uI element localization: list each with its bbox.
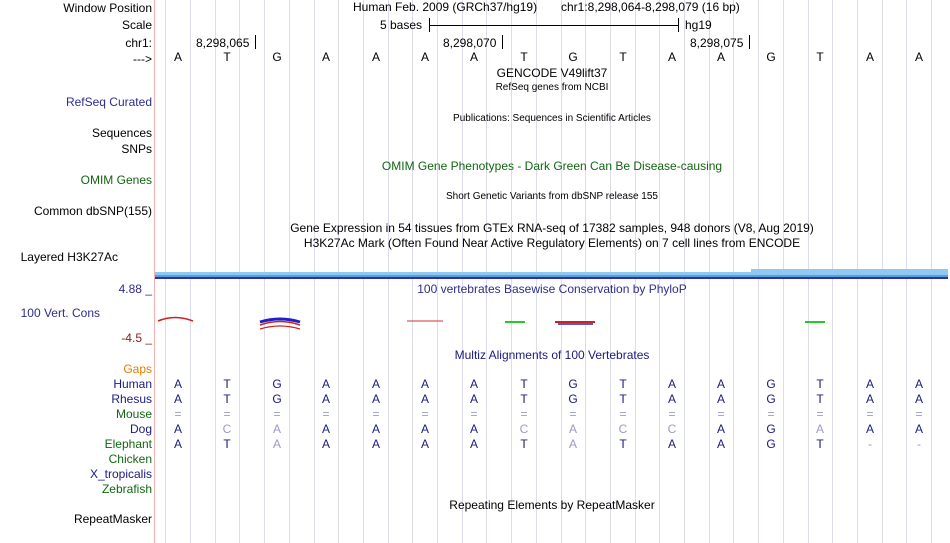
alignment-base: C <box>667 422 677 436</box>
alignment-base: A <box>371 422 380 436</box>
coord-2: 8,298,070 <box>443 36 497 50</box>
alignment-base: A <box>914 392 923 406</box>
alignment-base: A <box>272 437 281 451</box>
reference-base: G <box>272 50 282 64</box>
reference-base: A <box>469 50 478 64</box>
alignment-base: A <box>272 422 281 436</box>
scale-db: hg19 <box>685 18 712 32</box>
alignment-base: A <box>420 422 429 436</box>
alignment-base: A <box>865 377 874 391</box>
alignment-base: A <box>716 392 725 406</box>
label-strand[interactable]: ---> <box>133 52 152 66</box>
dbsnp-desc: Short Genetic Variants from dbSNP release 155 <box>446 191 658 202</box>
alignment-base: A <box>469 392 478 406</box>
alignment-base: = <box>223 407 231 421</box>
label-cons[interactable]: 100 Vert. Cons <box>20 306 100 320</box>
alignment-base: T <box>816 392 824 406</box>
alignment-base: = <box>273 407 281 421</box>
reference-base: T <box>619 50 627 64</box>
alignment-base: C <box>222 422 232 436</box>
alignment-base: T <box>816 437 824 451</box>
alignment-base: = <box>717 407 725 421</box>
label-omim[interactable]: OMIM Genes <box>80 173 152 187</box>
coord-tick-1 <box>255 35 256 49</box>
species-label-dog[interactable]: Dog <box>129 422 152 436</box>
alignment-base: A <box>815 422 824 436</box>
reference-base: A <box>865 50 874 64</box>
cons-min-label: -4.5 _ <box>121 331 152 345</box>
label-gaps[interactable]: Gaps <box>123 362 152 376</box>
alignment-base: A <box>716 437 725 451</box>
cons-max-label: 4.88 _ <box>118 282 152 296</box>
alignment-base: A <box>420 437 429 451</box>
alignment-base: T <box>619 377 627 391</box>
label-dbsnp[interactable]: Common dbSNP(155) <box>33 204 152 218</box>
reference-base: A <box>321 50 330 64</box>
alignment-base: A <box>173 437 182 451</box>
alignment-base: = <box>322 407 330 421</box>
alignment-base: G <box>766 437 776 451</box>
alignment-base: A <box>865 422 874 436</box>
alignment-base: = <box>816 407 824 421</box>
alignment-base: C <box>519 422 529 436</box>
alignment-base: A <box>716 422 725 436</box>
reference-base: G <box>766 50 776 64</box>
h3k27ac-desc: H3K27Ac Mark (Often Found Near Active Regulatory Elements) on 7 cell lines from ENCODE <box>303 236 801 250</box>
alignment-base: = <box>569 407 577 421</box>
alignment-base: T <box>619 392 627 406</box>
species-label-rhesus[interactable]: Rhesus <box>111 392 152 406</box>
alignment-base: A <box>865 392 874 406</box>
reference-base: T <box>520 50 528 64</box>
coord-3: 8,298,075 <box>690 36 744 50</box>
scale-text: 5 bases <box>380 18 423 32</box>
reference-base: A <box>173 50 182 64</box>
alignment-base: A <box>173 377 182 391</box>
alignment-base: G <box>766 377 776 391</box>
alignment-base: C <box>618 422 628 436</box>
alignment-base: A <box>716 377 725 391</box>
label-scale: Scale <box>121 18 152 32</box>
reference-base: A <box>914 50 923 64</box>
alignment-base: A <box>321 422 330 436</box>
repeatmasker-desc: Repeating Elements by RepeatMasker <box>449 498 655 512</box>
reference-base: G <box>568 50 578 64</box>
alignment-base: T <box>223 392 231 406</box>
alignment-base: A <box>420 377 429 391</box>
alignment-base: = <box>520 407 528 421</box>
position-range: chr1:8,298,064-8,298,079 (16 bp) <box>561 0 740 14</box>
alignment-base: A <box>321 377 330 391</box>
alignment-base: A <box>321 392 330 406</box>
omim-desc: OMIM Gene Phenotypes - Dark Green Can Be Disease-causing <box>381 159 723 173</box>
reference-base: T <box>816 50 824 64</box>
label-sequences[interactable]: Sequences <box>91 126 152 140</box>
alignment-base: = <box>174 407 182 421</box>
alignment-base: T <box>816 377 824 391</box>
alignment-base: G <box>568 392 578 406</box>
alignment-base: G <box>272 392 282 406</box>
coord-tick-2 <box>502 35 503 49</box>
species-label-human[interactable]: Human <box>113 377 152 391</box>
species-label-mouse[interactable]: Mouse <box>115 407 152 421</box>
alignment-base: = <box>767 407 775 421</box>
reference-base: T <box>223 50 231 64</box>
alignment-base: G <box>272 377 282 391</box>
alignment-base: T <box>520 437 528 451</box>
publications-desc: Publications: Sequences in Scientific Articles <box>453 113 651 124</box>
alignment-base: = <box>470 407 478 421</box>
label-window-position: Window Position <box>63 1 152 15</box>
conservation-wiggle[interactable] <box>155 310 950 334</box>
alignment-base: T <box>223 377 231 391</box>
alignment-base: A <box>420 392 429 406</box>
alignment-base: - <box>868 437 872 451</box>
alignment-base: = <box>372 407 380 421</box>
refseq-desc: RefSeq genes from NCBI <box>495 82 609 93</box>
alignment-base: A <box>914 422 923 436</box>
alignment-base: = <box>421 407 429 421</box>
alignment-base: A <box>321 437 330 451</box>
species-label-chicken[interactable]: Chicken <box>108 452 152 466</box>
alignment-base: G <box>568 377 578 391</box>
reference-base: A <box>371 50 380 64</box>
alignment-base: A <box>173 422 182 436</box>
gencode-title[interactable]: GENCODE V49lift37 <box>496 66 608 80</box>
alignment-base: A <box>469 437 478 451</box>
alignment-base: = <box>915 407 923 421</box>
alignment-base: T <box>520 377 528 391</box>
species-label-x_tropicalis[interactable]: X_tropicalis <box>89 467 152 481</box>
alignment-base: A <box>914 377 923 391</box>
alignment-base: = <box>866 407 874 421</box>
scale-bar <box>429 18 679 32</box>
species-label-zebrafish[interactable]: Zebrafish <box>101 482 152 496</box>
label-h3k27ac[interactable]: Layered H3K27Ac <box>20 250 118 264</box>
alignment-base: = <box>668 407 676 421</box>
alignment-base: A <box>371 392 380 406</box>
label-refseq[interactable]: RefSeq Curated <box>65 95 152 109</box>
reference-base: A <box>716 50 725 64</box>
multiz-desc: Multiz Alignments of 100 Vertebrates <box>454 348 650 362</box>
alignment-base: T <box>520 392 528 406</box>
alignment-base: A <box>371 437 380 451</box>
alignment-base: T <box>223 437 231 451</box>
alignment-base: = <box>619 407 627 421</box>
alignment-base: A <box>667 377 676 391</box>
alignment-base: A <box>667 437 676 451</box>
h3k27ac-signal[interactable] <box>155 269 948 280</box>
label-snps[interactable]: SNPs <box>121 142 152 156</box>
alignment-base: A <box>173 392 182 406</box>
alignment-base: A <box>469 422 478 436</box>
reference-base: A <box>420 50 429 64</box>
species-label-elephant[interactable]: Elephant <box>104 437 152 451</box>
alignment-base: T <box>619 437 627 451</box>
alignment-base: A <box>469 377 478 391</box>
alignment-base: A <box>371 377 380 391</box>
alignment-base: G <box>766 392 776 406</box>
assembly-title: Human Feb. 2009 (GRCh37/hg19) <box>353 0 538 14</box>
phylop-desc: 100 vertebrates Basewise Conservation by PhyloP <box>417 282 687 296</box>
label-chr: chr1: <box>125 36 152 50</box>
coord-1: 8,298,065 <box>196 36 250 50</box>
alignment-base: A <box>568 437 577 451</box>
label-repeatmasker[interactable]: RepeatMasker <box>73 512 152 526</box>
alignment-base: A <box>667 392 676 406</box>
coord-tick-3 <box>749 35 750 49</box>
alignment-base: - <box>917 437 921 451</box>
gtex-desc: Gene Expression in 54 tissues from GTEx RNA-seq of 17382 samples, 948 donors (V8, Aug 2019) <box>290 221 814 235</box>
reference-base: A <box>667 50 676 64</box>
alignment-base: G <box>766 422 776 436</box>
alignment-base: A <box>568 422 577 436</box>
